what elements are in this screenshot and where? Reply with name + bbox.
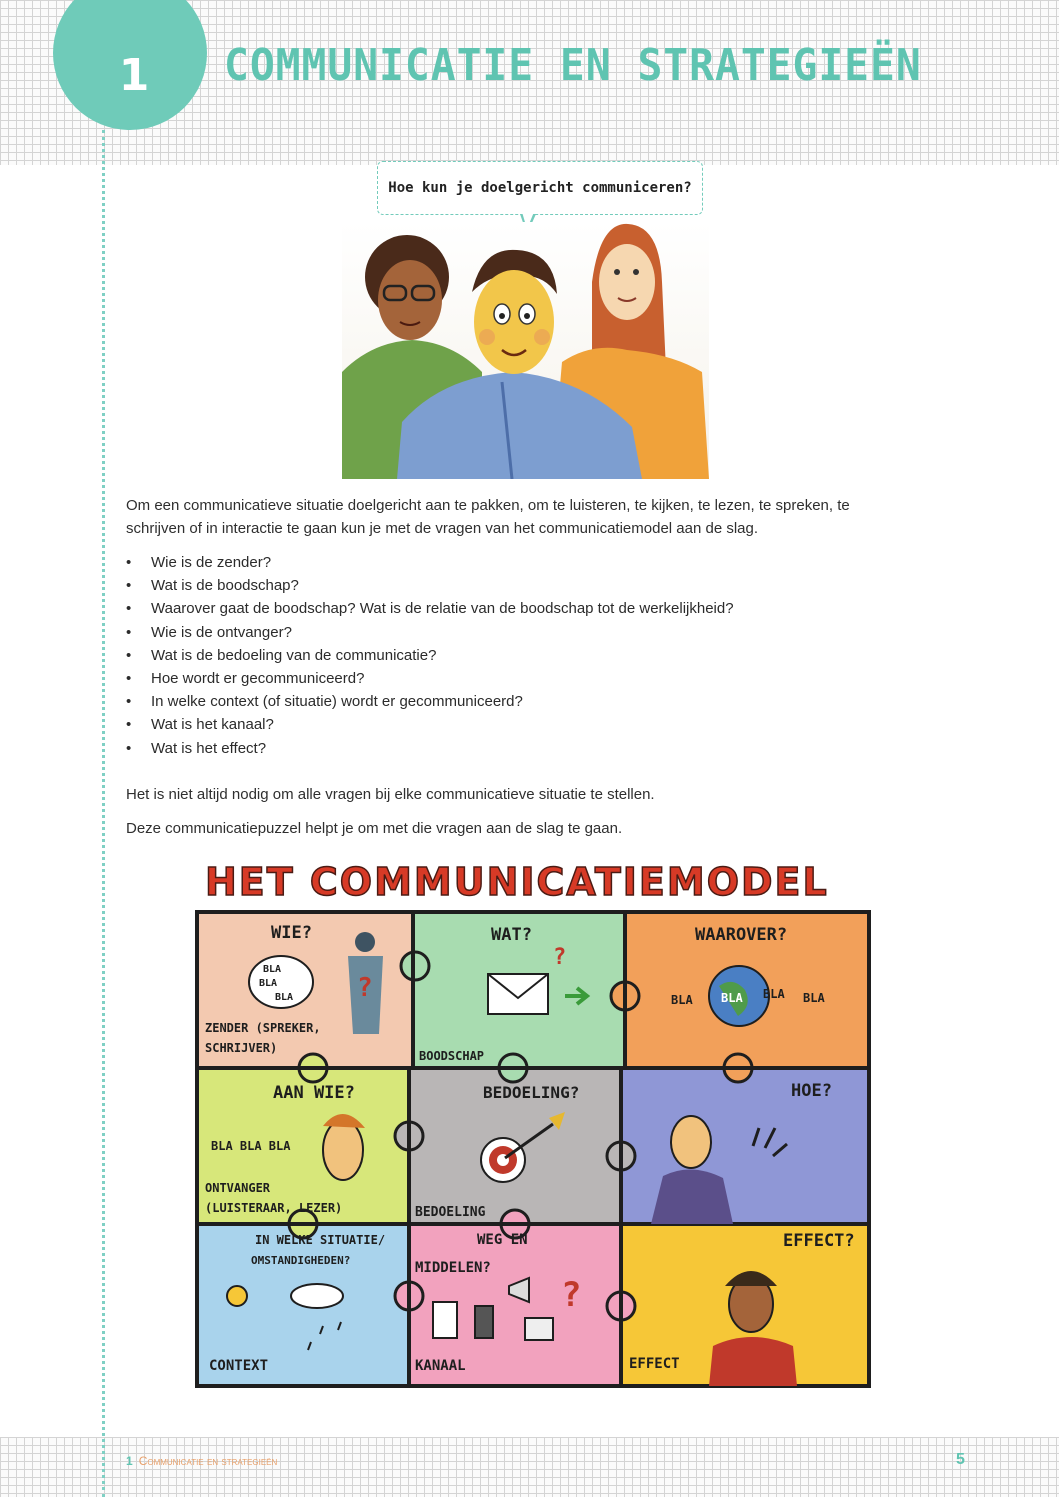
piece-wie-bla: BLA bbox=[259, 978, 278, 989]
svg-text:?: ? bbox=[357, 973, 373, 1003]
piece-wie-question: WIE? bbox=[271, 923, 312, 943]
paragraph-puzzle-intro: Deze communicatiepuzzel helpt je om met die vragen aan de slag te gaan. bbox=[126, 820, 623, 837]
sun-icon bbox=[227, 1286, 247, 1306]
list-item: • Wat is het effect? bbox=[126, 737, 734, 760]
speaker-face-icon bbox=[671, 1116, 711, 1168]
list-item: • Wat is de boodschap? bbox=[126, 574, 734, 597]
piece-wie-bla: BLA bbox=[275, 992, 294, 1003]
piece-kanaal-question: WEG EN bbox=[477, 1232, 528, 1248]
piece-kanaal-question: MIDDELEN? bbox=[415, 1260, 491, 1276]
list-item: • Wat is de bedoeling van de communicatie? bbox=[126, 644, 734, 667]
piece-aan-wie-question: AAN WIE? bbox=[273, 1083, 355, 1103]
piece-wie-bla: BLA bbox=[263, 964, 282, 975]
piece-effect-label: EFFECT bbox=[629, 1356, 680, 1372]
piece-effect-question: EFFECT? bbox=[783, 1231, 855, 1251]
phone-icon bbox=[475, 1306, 493, 1338]
piece-context-question: OMSTANDIGHEDEN? bbox=[251, 1254, 351, 1267]
footer-chapter-number: 1 bbox=[126, 1454, 133, 1468]
person-icon bbox=[355, 932, 375, 952]
list-item: • Wat is het kanaal? bbox=[126, 713, 734, 736]
piece-bedoeling-question: BEDOELING? bbox=[483, 1083, 580, 1102]
piece-context-label: CONTEXT bbox=[209, 1358, 269, 1374]
piece-hoe-question: HOE? bbox=[791, 1081, 832, 1101]
piece-aan-wie-label: ONTVANGER bbox=[205, 1181, 271, 1195]
footer-chapter bbox=[126, 1454, 277, 1468]
piece-wie-label: SCHRIJVER) bbox=[205, 1041, 278, 1055]
chapter-title: COMMUNICATIE EN STRATEGIEËN bbox=[224, 40, 922, 91]
margin-dotted-rule bbox=[102, 130, 105, 1497]
piece-waarover-bla: BLA bbox=[721, 991, 743, 1005]
question-list bbox=[126, 551, 734, 760]
list-item: • Waarover gaat de boodschap? Wat is de relatie van de boodschap tot de werkelijkheid? bbox=[126, 597, 734, 620]
piece-waarover-bla: BLA bbox=[671, 993, 693, 1007]
piece-aan-wie-label: (LUISTERAAR, LEZER) bbox=[205, 1201, 343, 1215]
piece-context-question: IN WELKE SITUATIE/ bbox=[255, 1233, 386, 1247]
piece-wat-question: WAT? bbox=[491, 925, 532, 945]
piece-aan-wie-bla: BLA BLA BLA bbox=[211, 1139, 291, 1153]
list-item: • In welke context (of situatie) wordt er gecommuniceerd? bbox=[126, 690, 734, 713]
svg-text:?: ? bbox=[561, 1275, 582, 1315]
piece-wat-label: BOODSCHAP bbox=[419, 1049, 485, 1063]
list-item: • Wie is de zender? bbox=[126, 551, 734, 574]
piece-waarover-question: WAAROVER? bbox=[695, 925, 788, 945]
svg-text:?: ? bbox=[553, 945, 567, 970]
chapter-number: 1 bbox=[118, 49, 150, 101]
page-number: 5 bbox=[956, 1451, 965, 1468]
three-people-illustration bbox=[342, 222, 709, 479]
woman-face bbox=[599, 244, 655, 320]
cloud-icon bbox=[291, 1284, 343, 1308]
communication-model-puzzle bbox=[193, 906, 873, 1390]
piece-kanaal-label: KANAAL bbox=[415, 1358, 466, 1374]
piece-waarover-bla: BLA bbox=[763, 987, 785, 1001]
model-title: HET COMMUNICATIEMODEL bbox=[205, 860, 829, 904]
paragraph-not-always: Het is niet altijd nodig om alle vragen bij elke communicatieve situatie te stellen. bbox=[126, 786, 655, 803]
monitor-icon bbox=[525, 1318, 553, 1340]
piece-bedoeling-label: BEDOELING bbox=[415, 1205, 486, 1220]
speech-bubble-text: Hoe kun je doelgericht communiceren? bbox=[388, 180, 692, 196]
list-item: • Hoe wordt er gecommuniceerd? bbox=[126, 667, 734, 690]
man-middle-face bbox=[474, 270, 554, 374]
speech-bubble bbox=[377, 161, 703, 215]
intro-paragraph: Om een communicatieve situatie doelgericht aan te pakken, om te luisteren, te kijken, te lezen, te spreken, te schrijven of in interactie te gaan kun je met de vragen van het communicatiemodel aan de slag. bbox=[126, 497, 850, 537]
piece-waarover-bla: BLA bbox=[803, 991, 825, 1005]
piece-wie-label: ZENDER (SPREKER, bbox=[205, 1021, 321, 1035]
listener-face-icon bbox=[323, 1120, 363, 1180]
footer-chapter-title: Communicatie en strategieën bbox=[138, 1454, 278, 1468]
paper-icon bbox=[433, 1302, 457, 1338]
list-item: • Wie is de ontvanger? bbox=[126, 621, 734, 644]
